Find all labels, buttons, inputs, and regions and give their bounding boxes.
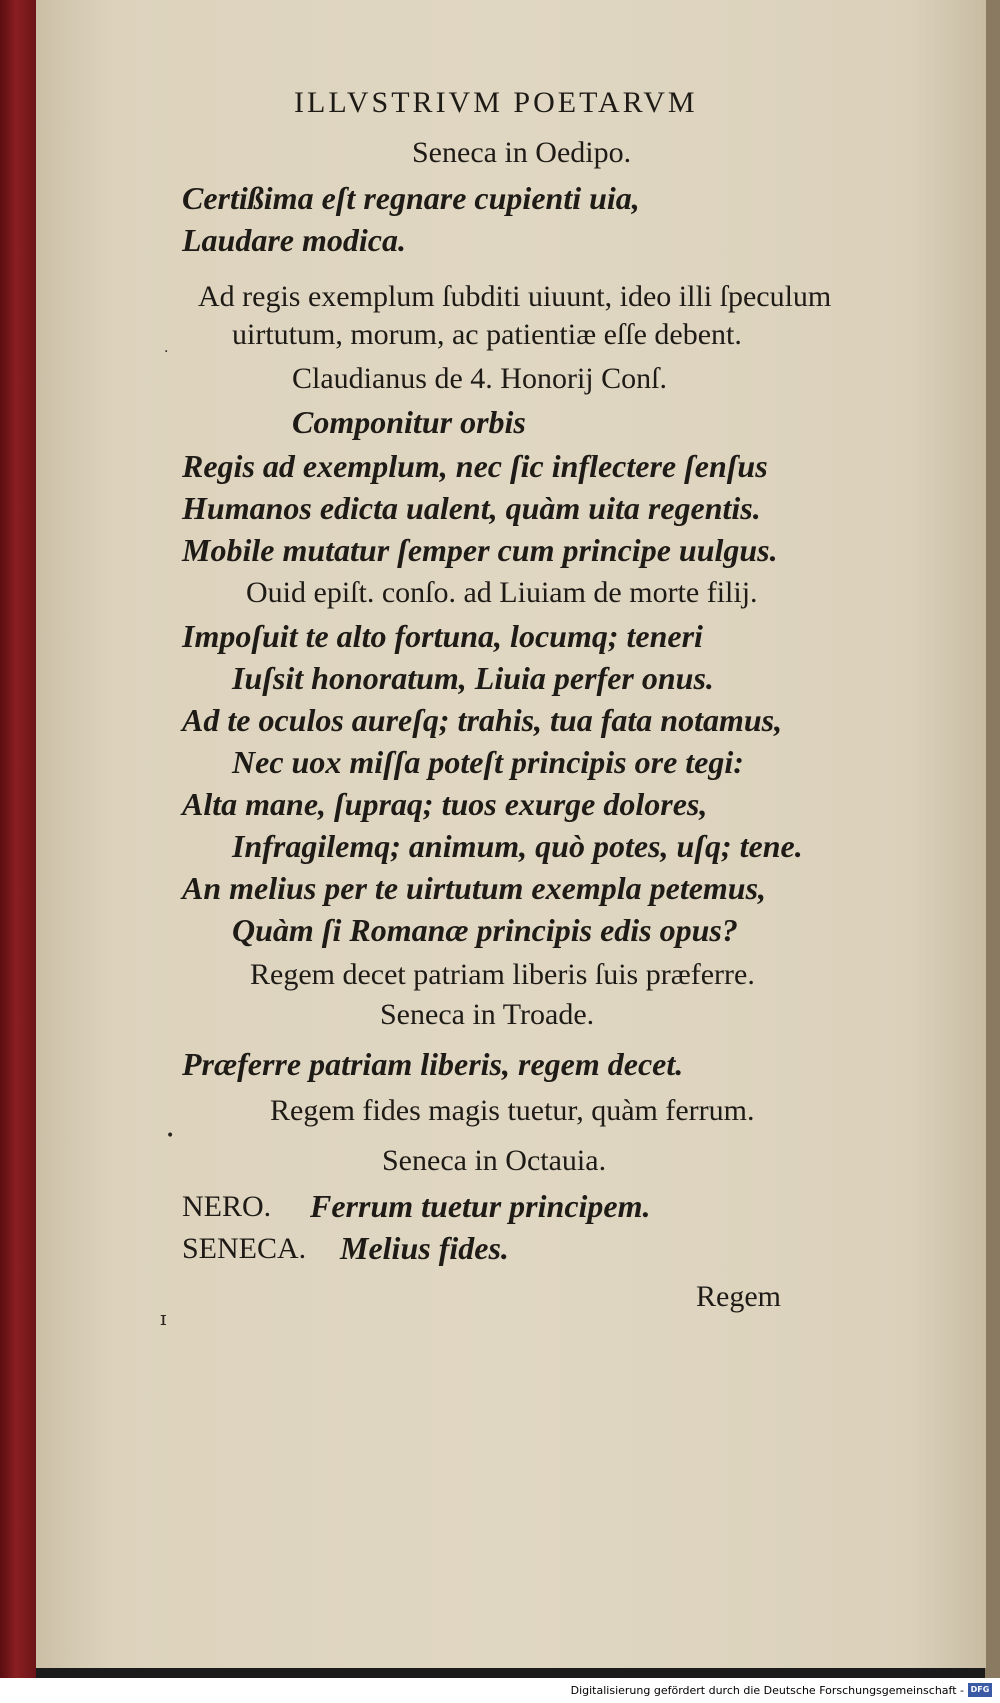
verse-line: Componitur orbis [292,404,526,440]
verse-line: Iuſsit honoratum, Liuia perfer onus. [232,660,714,696]
funding-credit: Digitalisierung gefördert durch die Deutsche Forschungsgemeinschaft - [570,1684,964,1697]
section-heading-seneca-troade: Seneca in Troade. [380,998,595,1031]
ink-speck: ɪ [160,1306,167,1330]
running-head: ILLVSTRIVM POETARVM [294,86,698,119]
verse-line: Ferrum tuetur principem. [310,1188,651,1224]
verse-line: An melius per te uirtutum exempla petemus, [182,870,767,906]
prose-line: uirtutum, morum, ac patientiæ eſſe debent. [232,318,742,351]
verse-line: Alta mane, ſupraq; tuos exurge dolores, [182,786,708,822]
verse-line: Melius fides. [340,1230,509,1266]
dfg-logo-icon: DFG [968,1683,992,1697]
book-page [36,0,986,1668]
verse-line: Mobile mutatur ſemper cum principe uulgus. [182,532,778,568]
book-cover-right [985,0,1000,1678]
ink-speck: · [164,344,169,360]
ink-speck: • [166,1128,175,1144]
book-cover-left [0,0,36,1678]
verse-line: Præferre patriam liberis, regem decet. [182,1046,684,1082]
verse-line: Infragilemq; animum, quò potes, uſq; tene. [232,828,803,864]
verse-line: Nec uox miſſa poteſt principis ore tegi: [232,744,744,780]
verse-line: Laudare modica. [182,222,406,258]
prose-line: Regem fides magis tuetur, quàm ferrum. [270,1094,755,1127]
prose-line: Regem decet patriam liberis ſuis præferre. [250,958,755,991]
verse-line: Quàm ſi Romanæ principis edis opus? [232,912,738,948]
prose-line: Ad regis exemplum ſubditi uiuunt, ideo illi ſpeculum [198,280,832,313]
speaker-name: SENECA. [182,1232,307,1265]
verse-line: Ad te oculos aureſq; trahis, tua fata notamus, [182,702,783,738]
digitization-footer [0,1678,1000,1703]
section-heading-seneca-octauia: Seneca in Octauia. [382,1144,607,1177]
catchword: Regem [696,1280,781,1313]
speaker-name: NERO. [182,1190,272,1223]
verse-line: Certißima eſt regnare cupienti uia, [182,180,640,216]
verse-line: Humanos edicta ualent, quàm uita regentis. [182,490,761,526]
section-heading-ouid: Ouid epiſt. conſo. ad Liuiam de morte filij. [246,576,758,609]
section-heading-seneca-oedipo: Seneca in Oedipo. [412,136,632,169]
section-heading-claudianus: Claudianus de 4. Honorij Conſ. [292,362,667,395]
verse-line: Impoſuit te alto fortuna, locumq; teneri [182,618,703,654]
verse-line: Regis ad exemplum, nec ſic inflectere ſenſus [182,448,768,484]
